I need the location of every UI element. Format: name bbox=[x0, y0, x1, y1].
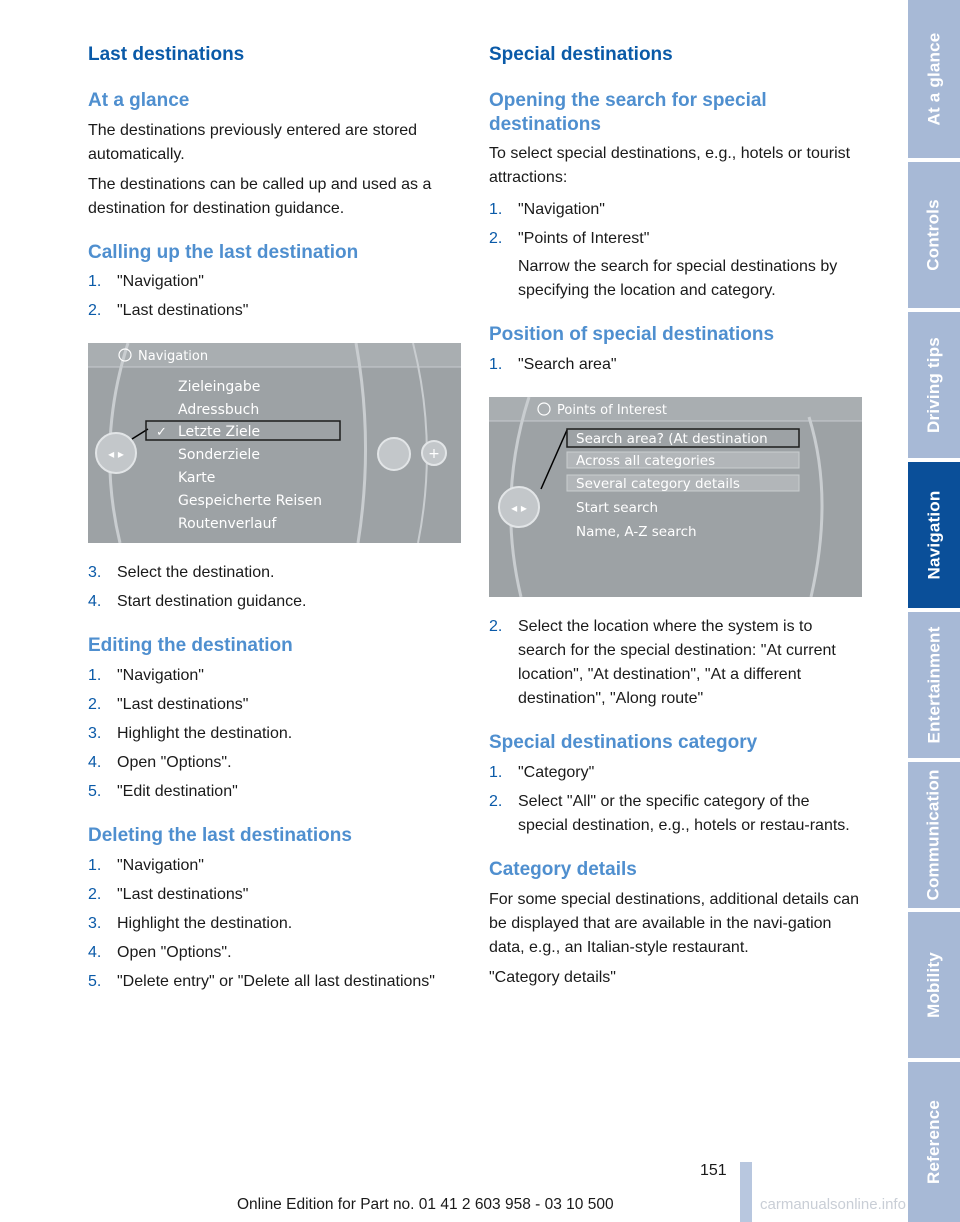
step-number: 5. bbox=[88, 972, 102, 990]
step-number: 1. bbox=[489, 201, 503, 219]
menu-item: Karte bbox=[178, 470, 216, 487]
list-item bbox=[489, 615, 863, 711]
list-item bbox=[489, 790, 863, 838]
tab-label: Controls bbox=[924, 199, 944, 271]
tab-label: Mobility bbox=[924, 952, 944, 1018]
tab-label: Reference bbox=[924, 1099, 944, 1185]
list-item bbox=[88, 561, 462, 585]
step-text: "Last destinations" bbox=[117, 885, 249, 903]
step-text: "Points of Interest" bbox=[518, 230, 650, 248]
menu-item-selected: Letzte Ziele bbox=[178, 424, 261, 441]
step-text: Open "Options". bbox=[117, 943, 232, 961]
heading-at-a-glance: At a glance bbox=[88, 89, 190, 111]
step-text: Highlight the destination. bbox=[117, 725, 293, 743]
step-number: 3. bbox=[88, 564, 102, 582]
list-item bbox=[489, 198, 863, 222]
tab-entertainment[interactable] bbox=[908, 612, 960, 758]
step-number: 3. bbox=[88, 914, 102, 932]
list-item bbox=[88, 780, 462, 804]
section-title-last-destinations: Last destinations bbox=[88, 44, 245, 65]
tab-mobility[interactable] bbox=[908, 912, 960, 1058]
step-text: "Last destinations" bbox=[117, 696, 249, 714]
menu-item: Routenverlauf bbox=[178, 516, 277, 533]
list-item bbox=[88, 970, 462, 994]
step-number: 5. bbox=[88, 783, 102, 801]
menu-item: Zieleingabe bbox=[178, 379, 261, 396]
steps-calling-up bbox=[88, 270, 462, 323]
list-item bbox=[88, 722, 462, 746]
step-number: 2. bbox=[489, 792, 503, 810]
step-number: 2. bbox=[88, 885, 102, 903]
list-item bbox=[489, 761, 863, 785]
heading-category-details: Category details bbox=[489, 858, 637, 880]
step-number: 1. bbox=[88, 667, 102, 685]
step-number: 2. bbox=[489, 618, 503, 636]
menu-item: Gespeicherte Reisen bbox=[178, 493, 323, 510]
tab-label: Communication bbox=[924, 769, 944, 901]
points-of-interest-screenshot bbox=[489, 397, 862, 597]
svg-text:+: + bbox=[428, 446, 440, 463]
paragraph: To select special destinations, e.g., hotels or tourist attractions: bbox=[489, 145, 851, 187]
paragraph: "Category details" bbox=[489, 968, 616, 986]
list-item bbox=[88, 590, 462, 614]
menu-item: Adressbuch bbox=[178, 402, 260, 419]
navigation-menu-screenshot bbox=[88, 343, 461, 543]
tab-navigation[interactable] bbox=[908, 462, 960, 608]
step-number: 1. bbox=[489, 356, 503, 374]
tab-label: Entertainment bbox=[924, 626, 943, 744]
step-text: "Last destinations" bbox=[117, 302, 249, 320]
heading-editing: Editing the destination bbox=[88, 635, 293, 657]
tab-label: Driving tips bbox=[924, 337, 944, 433]
menu-item: Several category details bbox=[576, 476, 740, 493]
heading-deleting: Deleting the last destinations bbox=[88, 825, 352, 847]
footer-text: Online Edition for Part no. 01 41 2 603 958 - 03 10 500 bbox=[237, 1196, 614, 1213]
step-text: Select the location where the system is to search for the special destination: "At current location", "At destination", "At a different destination", "Along route" bbox=[518, 618, 836, 708]
step-text: Open "Options". bbox=[117, 754, 232, 772]
step-text: "Navigation" bbox=[518, 201, 605, 219]
paragraph: The destinations previously entered are stored automatically. bbox=[88, 121, 418, 163]
screen-title: Navigation bbox=[138, 349, 209, 365]
step-number: 1. bbox=[88, 273, 102, 291]
step-text: Start destination guidance. bbox=[117, 593, 307, 611]
watermark: carmanualsonline.info bbox=[760, 1196, 906, 1213]
step-text: "Search area" bbox=[518, 356, 617, 374]
step-text: "Navigation" bbox=[117, 856, 204, 874]
right-column bbox=[489, 44, 863, 996]
step-text: Select the destination. bbox=[117, 564, 275, 582]
steps-category bbox=[489, 761, 863, 838]
list-item bbox=[88, 299, 462, 323]
list-item bbox=[88, 912, 462, 936]
menu-item-selected: Search area? (At destination bbox=[576, 431, 768, 448]
step-text: "Delete entry" or "Delete all last destinations" bbox=[117, 972, 435, 990]
list-item bbox=[88, 751, 462, 775]
step-note: Narrow the search for special destinations by specifying the location and category. bbox=[518, 258, 838, 300]
tab-reference[interactable] bbox=[908, 1062, 960, 1222]
list-item bbox=[88, 270, 462, 294]
tab-label: At a glance bbox=[924, 32, 943, 126]
step-text: "Category" bbox=[518, 763, 595, 781]
heading-position: Position of special destinations bbox=[489, 324, 775, 346]
svg-text:◂ ▸: ◂ ▸ bbox=[108, 447, 124, 462]
step-number: 2. bbox=[88, 302, 102, 320]
list-item bbox=[88, 941, 462, 965]
chapter-tabs bbox=[904, 0, 960, 1222]
page-marker-bar bbox=[740, 1162, 752, 1222]
check-icon: ✓ bbox=[156, 425, 167, 441]
step-number: 1. bbox=[489, 763, 503, 781]
svg-text:◂ ▸: ◂ ▸ bbox=[511, 501, 527, 516]
step-text: "Navigation" bbox=[117, 667, 204, 685]
step-number: 3. bbox=[88, 725, 102, 743]
step-text: Highlight the destination. bbox=[117, 914, 293, 932]
heading-category: Special destinations category bbox=[489, 732, 758, 754]
step-text: Select "All" or the specific category of the special destination, e.g., hotels or restau-rants. bbox=[518, 792, 850, 834]
steps-calling-up-continued bbox=[88, 561, 462, 614]
tab-controls[interactable] bbox=[908, 162, 960, 308]
list-item bbox=[489, 353, 863, 377]
step-number: 2. bbox=[88, 696, 102, 714]
heading-calling-up: Calling up the last destination bbox=[88, 241, 359, 263]
screen-title: Points of Interest bbox=[557, 403, 667, 419]
step-number: 4. bbox=[88, 593, 102, 611]
page-number: 151 bbox=[700, 1162, 727, 1179]
step-text: "Edit destination" bbox=[117, 783, 238, 801]
tab-label: Navigation bbox=[924, 490, 943, 580]
heading-opening-search: Opening the search for special destinations bbox=[489, 89, 767, 135]
left-column bbox=[88, 44, 462, 999]
section-title-special-destinations: Special destinations bbox=[489, 44, 673, 65]
menu-item: Name, A-Z search bbox=[576, 524, 697, 541]
step-number: 2. bbox=[489, 230, 503, 248]
list-item bbox=[489, 227, 863, 303]
steps-position bbox=[489, 353, 863, 377]
list-item bbox=[88, 854, 462, 878]
menu-item: Start search bbox=[576, 500, 659, 517]
list-item bbox=[88, 664, 462, 688]
list-item bbox=[88, 883, 462, 907]
paragraph: The destinations can be called up and used as a destination for destination guidance. bbox=[88, 175, 432, 217]
step-number: 4. bbox=[88, 943, 102, 961]
tab-communication[interactable] bbox=[908, 762, 960, 908]
menu-item: Across all categories bbox=[576, 453, 716, 470]
list-item bbox=[88, 693, 462, 717]
steps-deleting bbox=[88, 854, 462, 994]
tab-driving-tips[interactable] bbox=[908, 312, 960, 458]
steps-opening bbox=[489, 198, 863, 303]
tab-at-a-glance[interactable] bbox=[908, 0, 960, 158]
step-text: "Navigation" bbox=[117, 273, 204, 291]
paragraph: For some special destinations, additional details can be displayed that are available in the navi-gation data, e.g., an Italian-style restaurant. bbox=[489, 890, 859, 956]
step-number: 4. bbox=[88, 754, 102, 772]
steps-editing bbox=[88, 664, 462, 804]
steps-position-continued bbox=[489, 615, 863, 711]
step-number: 1. bbox=[88, 856, 102, 874]
menu-item: Sonderziele bbox=[178, 447, 260, 464]
